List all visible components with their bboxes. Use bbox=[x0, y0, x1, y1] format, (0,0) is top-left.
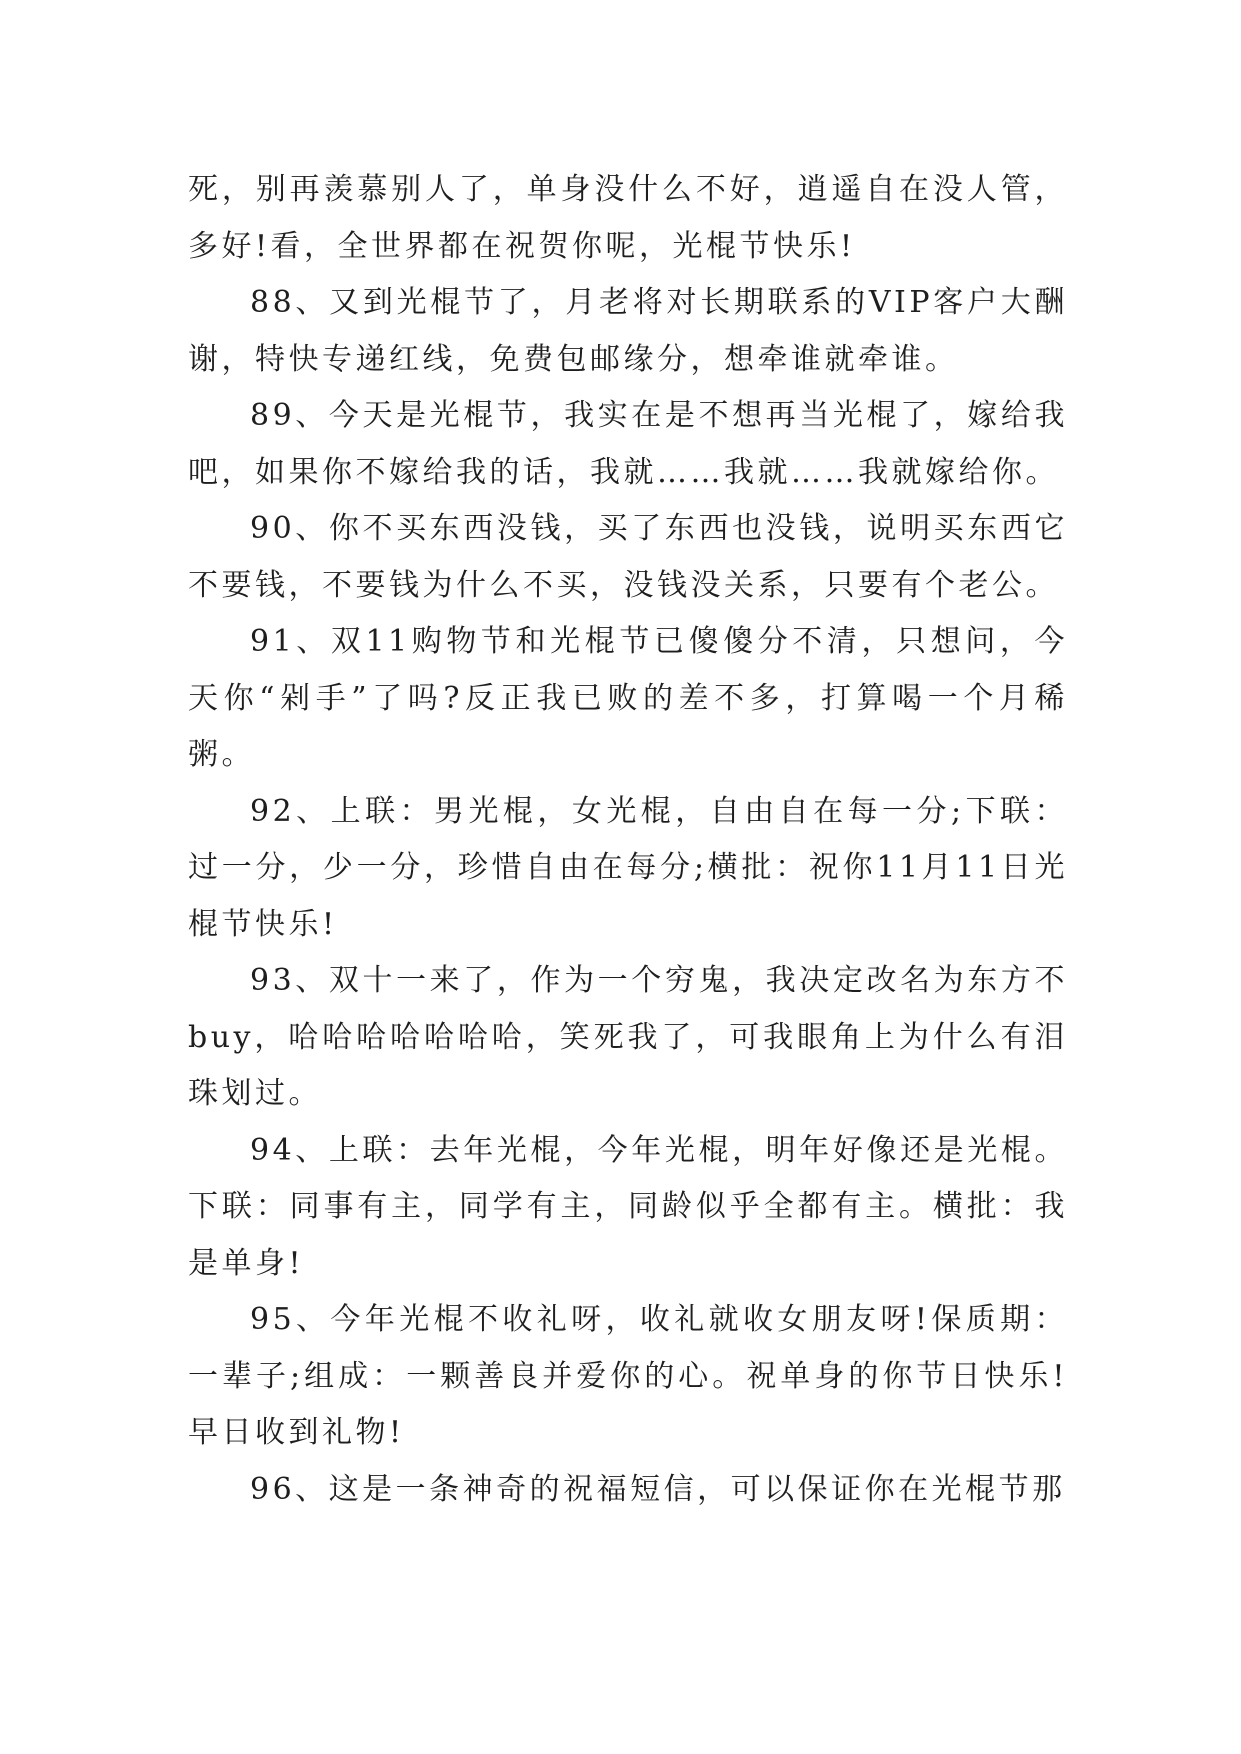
paragraph-96: 96、这是一条神奇的祝福短信，可以保证你在光棍节那 bbox=[250, 1471, 1066, 1507]
paragraph-95: 95、今年光棍不收礼呀，收礼就收女朋友呀!保质期：一辈子;组成：一颗善良并爱你的心。祝单身的你节日快乐!早日收到礼物! bbox=[188, 1302, 1068, 1450]
paragraph-continued: 死，别再羡慕别人了，单身没什么不好，逍遥自在没人管，多好!看，全世界都在祝贺你呢，光棍节快乐! bbox=[188, 172, 1068, 264]
paragraph-94: 94、上联：去年光棍，今年光棍，明年好像还是光棍。下联：同事有主，同学有主，同龄似乎全都有主。横批：我是单身! bbox=[188, 1132, 1068, 1281]
paragraph-90: 90、你不买东西没钱，买了东西也没钱，说明买东西它不要钱，不要钱为什么不买，没钱没关系，只要有个老公。 bbox=[188, 511, 1068, 603]
paragraph-93: 93、双十一来了，作为一个穷鬼，我决定改名为东方不buy，哈哈哈哈哈哈哈，笑死我了，可我眼角上为什么有泪珠划过。 bbox=[188, 963, 1068, 1111]
document-body bbox=[188, 162, 1068, 1518]
paragraph-91: 91、双11购物节和光棍节已傻傻分不清，只想问，今天你“剁手”了吗?反正我已败的差不多，打算喝一个月稀粥。 bbox=[188, 624, 1068, 772]
paragraph-92: 92、上联：男光棍，女光棍，自由自在每一分;下联：过一分，少一分，珍惜自由在每分;横批：祝你11月11日光棍节快乐! bbox=[188, 793, 1068, 942]
paragraph-88: 88、又到光棍节了，月老将对长期联系的VIP客户大酬谢，特快专递红线，免费包邮缘分，想牵谁就牵谁。 bbox=[188, 285, 1068, 377]
paragraph-89: 89、今天是光棍节，我实在是不想再当光棍了，嫁给我吧，如果你不嫁给我的话，我就……我就……我就嫁给你。 bbox=[188, 398, 1068, 490]
